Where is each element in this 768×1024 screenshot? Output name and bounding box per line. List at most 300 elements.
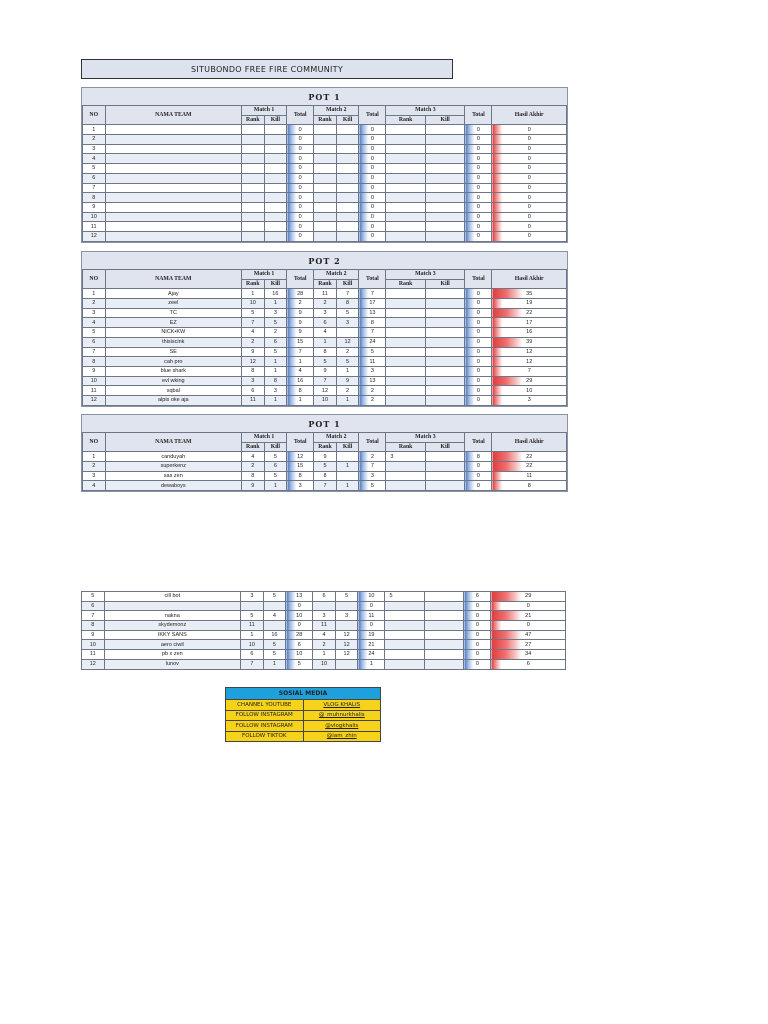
cell-r1: 10 xyxy=(241,640,264,650)
cell-r2 xyxy=(314,154,337,164)
cell-k1: 5 xyxy=(263,650,286,660)
cell-ha: 29 xyxy=(491,592,566,602)
cell-r3 xyxy=(386,347,425,357)
table-row xyxy=(82,630,566,640)
cell-team: pb x zen xyxy=(104,650,241,660)
cell-no: 7 xyxy=(83,183,106,193)
table-row xyxy=(83,462,567,472)
cell-r1: 3 xyxy=(242,376,265,386)
cell-no: 8 xyxy=(83,357,106,367)
cell-ha: 27 xyxy=(491,640,566,650)
cell-r3 xyxy=(385,630,424,640)
cell-t3: 0 xyxy=(465,289,492,299)
cell-r3 xyxy=(386,366,425,376)
cell-t2: 0 xyxy=(359,135,386,145)
table-row xyxy=(83,308,567,318)
cell-r1 xyxy=(241,601,264,611)
cell-no: 5 xyxy=(82,592,105,602)
cell-t2: 5 xyxy=(359,347,386,357)
cell-t3: 0 xyxy=(465,337,492,347)
header-kill: Kill xyxy=(336,442,359,452)
cell-r1: 11 xyxy=(241,621,264,631)
cell-team: TC xyxy=(105,308,241,318)
cell-r3 xyxy=(386,173,425,183)
cell-team xyxy=(105,173,241,183)
cell-team: nakna xyxy=(104,611,241,621)
social-link[interactable]: VLOG KHALIS xyxy=(303,700,381,710)
header-total: Total xyxy=(359,270,386,289)
social-label: FOLLOW TIKTOK xyxy=(242,733,287,740)
cell-t3: 0 xyxy=(464,640,491,650)
cell-r3 xyxy=(386,481,425,491)
cell-r1: 2 xyxy=(242,462,265,472)
social-link[interactable]: @_muhnurkhalis xyxy=(303,711,381,721)
cell-k3 xyxy=(425,125,465,135)
cell-t2: 13 xyxy=(359,308,386,318)
cell-no: 2 xyxy=(83,135,106,145)
cell-k3 xyxy=(425,289,465,299)
cell-r3 xyxy=(386,202,425,212)
cell-team xyxy=(104,601,241,611)
cell-t3: 0 xyxy=(465,202,492,212)
cell-r3 xyxy=(386,386,425,396)
cell-t1: 15 xyxy=(287,337,314,347)
cell-k2 xyxy=(336,173,359,183)
cell-k1 xyxy=(264,154,287,164)
cell-team xyxy=(105,154,241,164)
header-match-1: Match 1 xyxy=(242,270,287,280)
cell-k3 xyxy=(425,135,465,145)
header-match-3: Match 3 xyxy=(386,106,465,116)
cell-r3 xyxy=(386,462,425,472)
cell-no: 8 xyxy=(83,193,106,203)
cell-t2: 1 xyxy=(358,659,385,669)
table-row xyxy=(82,640,566,650)
cell-ha: 12 xyxy=(492,347,567,357)
cell-r2 xyxy=(314,222,337,232)
cell-t2: 0 xyxy=(359,193,386,203)
cell-r3 xyxy=(386,154,425,164)
cell-r1: 4 xyxy=(242,452,265,462)
cell-t1: 9 xyxy=(287,328,314,338)
cell-r2: 5 xyxy=(314,357,337,367)
cell-k1 xyxy=(263,621,286,631)
cell-k3 xyxy=(425,222,465,232)
cell-k1: 5 xyxy=(263,640,286,650)
cell-r2: 2 xyxy=(313,640,336,650)
cell-k2 xyxy=(336,212,359,222)
cell-r3 xyxy=(386,144,425,154)
cell-t1: 0 xyxy=(287,202,314,212)
cell-no: 10 xyxy=(82,640,105,650)
header-kill: Kill xyxy=(264,442,287,452)
cell-t3: 0 xyxy=(465,357,492,367)
cell-k1 xyxy=(264,125,287,135)
cell-k1: 3 xyxy=(264,308,287,318)
cell-team: lunov xyxy=(104,659,241,669)
cell-k1: 6 xyxy=(264,462,287,472)
cell-k3 xyxy=(425,481,465,491)
cell-t2: 0 xyxy=(359,212,386,222)
cell-ha: 11 xyxy=(492,471,567,481)
cell-ha: 22 xyxy=(492,308,567,318)
cell-k2 xyxy=(335,621,358,631)
cell-t1: 10 xyxy=(286,650,313,660)
social-row xyxy=(226,699,380,710)
cell-ha: 0 xyxy=(492,193,567,203)
cell-t1: 28 xyxy=(287,289,314,299)
header-rank: Rank xyxy=(314,115,337,125)
cell-k1: 1 xyxy=(264,481,287,491)
cell-t3: 0 xyxy=(465,366,492,376)
cell-r2: 5 xyxy=(314,462,337,472)
cell-r3 xyxy=(386,299,425,309)
cell-no: 9 xyxy=(82,630,105,640)
cell-k1: 8 xyxy=(264,376,287,386)
cell-r3 xyxy=(385,650,424,660)
cell-r3 xyxy=(385,621,424,631)
cell-ha: 0 xyxy=(492,154,567,164)
header-match-1: Match 1 xyxy=(242,433,287,443)
header-kill: Kill xyxy=(425,279,465,289)
cell-t3: 0 xyxy=(465,376,492,386)
cell-t2: 7 xyxy=(359,328,386,338)
cell-k2: 1 xyxy=(336,395,359,405)
score-table xyxy=(82,269,567,406)
cell-k2 xyxy=(336,144,359,154)
cell-t3: 0 xyxy=(465,481,492,491)
social-label: FOLLOW INSTAGRAM xyxy=(235,712,293,719)
cell-t1: 10 xyxy=(286,611,313,621)
cell-k2: 7 xyxy=(336,289,359,299)
cell-no: 12 xyxy=(83,231,106,241)
header-total: Total xyxy=(465,433,492,452)
cell-t2: 0 xyxy=(359,202,386,212)
table-row xyxy=(83,376,567,386)
score-table xyxy=(81,591,566,670)
cell-k1 xyxy=(264,173,287,183)
cell-t3: 0 xyxy=(465,164,492,174)
cell-k3 xyxy=(424,601,463,611)
cell-r3 xyxy=(386,135,425,145)
social-link[interactable]: @iam_zhin xyxy=(303,732,381,742)
cell-r2 xyxy=(314,183,337,193)
pot-table-2 xyxy=(81,251,568,407)
cell-ha: 47 xyxy=(491,630,566,640)
cell-t2: 0 xyxy=(359,164,386,174)
cell-k2: 1 xyxy=(336,462,359,472)
cell-r2: 3 xyxy=(314,308,337,318)
score-table xyxy=(82,105,567,242)
table-row xyxy=(82,611,566,621)
cell-r2: 6 xyxy=(314,318,337,328)
social-media-title: SOSIAL MEDIA xyxy=(226,688,380,699)
table-row xyxy=(82,650,566,660)
cell-k3 xyxy=(424,611,463,621)
cell-no: 11 xyxy=(83,386,106,396)
cell-no: 9 xyxy=(83,366,106,376)
cell-k1 xyxy=(264,212,287,222)
cell-ha: 22 xyxy=(492,462,567,472)
cell-k1: 5 xyxy=(264,347,287,357)
cell-t3: 0 xyxy=(465,462,492,472)
cell-t3: 0 xyxy=(464,601,491,611)
cell-t1: 0 xyxy=(287,183,314,193)
cell-t3: 8 xyxy=(465,452,492,462)
cell-r2: 10 xyxy=(314,395,337,405)
cell-t3: 0 xyxy=(465,328,492,338)
cell-r1 xyxy=(242,164,265,174)
cell-r3 xyxy=(386,318,425,328)
cell-r1 xyxy=(242,125,265,135)
cell-team xyxy=(105,183,241,193)
cell-team: sqbal xyxy=(105,386,241,396)
header-total: Total xyxy=(359,433,386,452)
cell-r3 xyxy=(386,308,425,318)
cell-r1 xyxy=(242,193,265,203)
cell-k3 xyxy=(425,193,465,203)
cell-k1 xyxy=(264,193,287,203)
cell-t2: 0 xyxy=(358,601,385,611)
cell-team: alpis oke aja xyxy=(105,395,241,405)
cell-k3 xyxy=(425,231,465,241)
cell-t1: 8 xyxy=(287,386,314,396)
cell-t3: 0 xyxy=(465,299,492,309)
cell-team xyxy=(105,135,241,145)
cell-t1: 4 xyxy=(287,366,314,376)
cell-k2: 2 xyxy=(336,347,359,357)
cell-k3 xyxy=(424,650,463,660)
cell-r2: 9 xyxy=(314,452,337,462)
cell-t1: 3 xyxy=(287,481,314,491)
cell-k2 xyxy=(336,328,359,338)
header-rank: Rank xyxy=(242,442,265,452)
cell-t2: 3 xyxy=(359,471,386,481)
cell-ha: 10 xyxy=(492,386,567,396)
cell-no: 11 xyxy=(83,222,106,232)
cell-ha: 0 xyxy=(491,601,566,611)
cell-r1: 1 xyxy=(241,630,264,640)
cell-k1: 5 xyxy=(264,452,287,462)
cell-k2: 3 xyxy=(336,318,359,328)
cell-t2: 8 xyxy=(359,318,386,328)
cell-t3: 0 xyxy=(465,395,492,405)
cell-t3: 0 xyxy=(465,154,492,164)
table-row xyxy=(83,452,567,462)
header-match-2: Match 2 xyxy=(314,106,359,116)
header-rank: Rank xyxy=(242,279,265,289)
cell-ha: 0 xyxy=(492,135,567,145)
cell-r3 xyxy=(386,125,425,135)
cell-team xyxy=(105,231,241,241)
cell-t3: 0 xyxy=(465,347,492,357)
header-rank: Rank xyxy=(386,115,425,125)
social-row xyxy=(226,720,380,731)
cell-team: sas zen xyxy=(105,471,241,481)
cell-t1: 5 xyxy=(286,659,313,669)
cell-t3: 0 xyxy=(465,318,492,328)
cell-r2 xyxy=(314,125,337,135)
header-match-2: Match 2 xyxy=(314,433,359,443)
cell-r3 xyxy=(386,289,425,299)
cell-team: dewaboys xyxy=(105,481,241,491)
cell-team xyxy=(105,144,241,154)
cell-t3: 0 xyxy=(465,193,492,203)
cell-no: 9 xyxy=(83,202,106,212)
cell-k2: 5 xyxy=(336,357,359,367)
cell-k3 xyxy=(425,144,465,154)
cell-no: 6 xyxy=(83,337,106,347)
cell-r1: 6 xyxy=(241,650,264,660)
cell-k3 xyxy=(425,337,465,347)
cell-r2 xyxy=(314,231,337,241)
table-row xyxy=(83,318,567,328)
cell-k1 xyxy=(264,231,287,241)
cell-k2 xyxy=(336,231,359,241)
table-row xyxy=(83,299,567,309)
social-link[interactable]: @vlogkhalis xyxy=(303,721,381,731)
cell-k3 xyxy=(425,183,465,193)
cell-t1: 8 xyxy=(287,471,314,481)
cell-team: EZ xyxy=(105,318,241,328)
cell-t1: 0 xyxy=(287,125,314,135)
cell-t1: 0 xyxy=(287,222,314,232)
header-match-1: Match 1 xyxy=(242,106,287,116)
cell-t2: 0 xyxy=(359,222,386,232)
cell-k1: 5 xyxy=(264,318,287,328)
header-kill: Kill xyxy=(264,279,287,289)
cell-k3 xyxy=(425,202,465,212)
cell-k3 xyxy=(425,452,465,462)
cell-k3 xyxy=(425,386,465,396)
cell-k1: 1 xyxy=(263,659,286,669)
cell-k2 xyxy=(336,164,359,174)
cell-team xyxy=(105,212,241,222)
cell-t2: 21 xyxy=(358,640,385,650)
cell-k1: 1 xyxy=(264,395,287,405)
cell-r3 xyxy=(386,231,425,241)
cell-team xyxy=(105,222,241,232)
cell-ha: 29 xyxy=(492,376,567,386)
table-row xyxy=(83,328,567,338)
cell-r3 xyxy=(386,337,425,347)
cell-k3 xyxy=(425,154,465,164)
page-title: SITUBONDO FREE FIRE COMMUNITY xyxy=(81,59,453,79)
cell-team: NICK•KW xyxy=(105,328,241,338)
cell-r3 xyxy=(386,395,425,405)
cell-r2 xyxy=(314,135,337,145)
cell-r2: 6 xyxy=(313,592,336,602)
cell-t1: 0 xyxy=(286,621,313,631)
cell-t1: 1 xyxy=(287,395,314,405)
cell-k2: 9 xyxy=(336,376,359,386)
cell-team: thisiscink xyxy=(105,337,241,347)
cell-k2 xyxy=(336,202,359,212)
table-row xyxy=(83,164,567,174)
cell-r1: 3 xyxy=(241,592,264,602)
header-team: NAMA TEAM xyxy=(105,433,241,452)
cell-r3: 3 xyxy=(386,452,425,462)
cell-k3 xyxy=(425,462,465,472)
header-total: Total xyxy=(465,270,492,289)
cell-k2 xyxy=(336,193,359,203)
social-row xyxy=(226,731,380,742)
cell-k2: 3 xyxy=(335,611,358,621)
cell-no: 12 xyxy=(83,395,106,405)
cell-t1: 9 xyxy=(287,318,314,328)
header-rank: Rank xyxy=(386,442,425,452)
cell-ha: 0 xyxy=(492,144,567,154)
cell-t3: 0 xyxy=(465,386,492,396)
cell-r2: 7 xyxy=(314,481,337,491)
cell-k3 xyxy=(424,621,463,631)
table-row xyxy=(82,621,566,631)
cell-ha: 12 xyxy=(492,357,567,367)
cell-k1: 5 xyxy=(263,592,286,602)
cell-no: 6 xyxy=(82,601,105,611)
cell-k1: 5 xyxy=(264,471,287,481)
cell-ha: 16 xyxy=(492,328,567,338)
pot-table-3 xyxy=(81,414,568,492)
cell-team: canduyah xyxy=(105,452,241,462)
cell-no: 3 xyxy=(83,308,106,318)
cell-team: skydemonz xyxy=(104,621,241,631)
cell-r2: 10 xyxy=(313,659,336,669)
cell-k2 xyxy=(336,154,359,164)
table-row xyxy=(83,125,567,135)
header-match-3: Match 3 xyxy=(386,270,465,280)
cell-r1 xyxy=(242,135,265,145)
cell-t1: 2 xyxy=(287,299,314,309)
cell-ha: 0 xyxy=(492,231,567,241)
cell-r2: 9 xyxy=(314,366,337,376)
cell-k2: 5 xyxy=(335,592,358,602)
cell-k1: 2 xyxy=(264,328,287,338)
cell-team: aero ciwil xyxy=(104,640,241,650)
cell-ha: 0 xyxy=(492,202,567,212)
cell-no: 4 xyxy=(83,318,106,328)
cell-r2: 1 xyxy=(314,337,337,347)
cell-k2 xyxy=(336,183,359,193)
cell-t2: 13 xyxy=(359,376,386,386)
header-no: NO xyxy=(83,270,106,289)
cell-no: 11 xyxy=(82,650,105,660)
cell-r1 xyxy=(242,231,265,241)
cell-k2: 12 xyxy=(335,640,358,650)
cell-team: zeel xyxy=(105,299,241,309)
cell-t1: 7 xyxy=(287,347,314,357)
cell-no: 1 xyxy=(83,452,106,462)
pot-table-1 xyxy=(81,87,568,243)
table-row xyxy=(83,202,567,212)
cell-k1: 3 xyxy=(264,386,287,396)
cell-t3: 0 xyxy=(465,135,492,145)
header-no: NO xyxy=(83,106,106,125)
pot-title: POT 2 xyxy=(308,255,341,266)
cell-r3 xyxy=(385,611,424,621)
cell-t1: 28 xyxy=(286,630,313,640)
cell-t3: 0 xyxy=(465,144,492,154)
header-team: NAMA TEAM xyxy=(105,270,241,289)
table-row xyxy=(83,289,567,299)
cell-k3 xyxy=(425,299,465,309)
table-row xyxy=(83,222,567,232)
cell-r2: 1 xyxy=(313,650,336,660)
cell-k2: 12 xyxy=(336,337,359,347)
cell-k3 xyxy=(425,173,465,183)
cell-r1 xyxy=(242,144,265,154)
cell-t1: 15 xyxy=(287,462,314,472)
